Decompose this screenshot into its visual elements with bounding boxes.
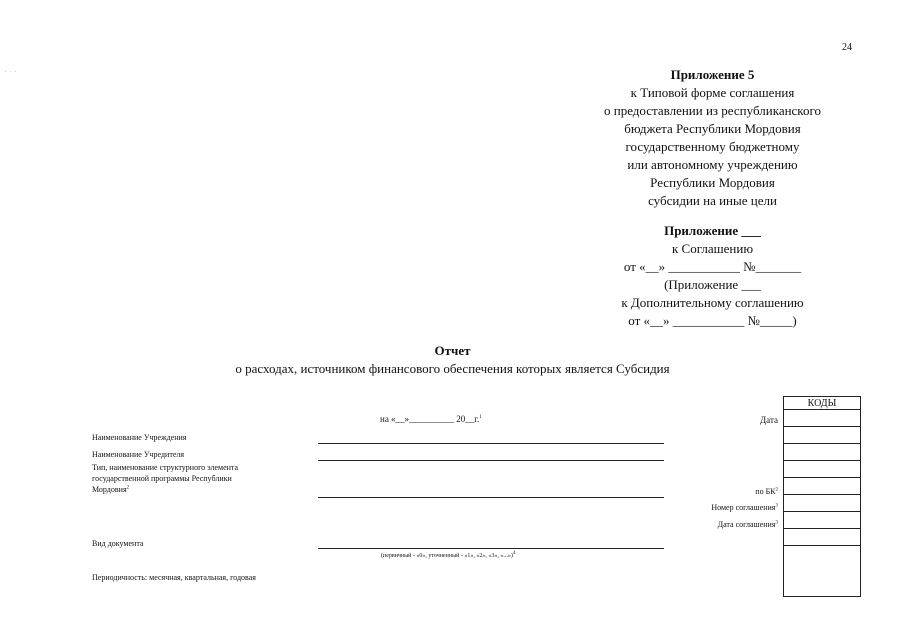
appendix-line: государственному бюджетному	[625, 139, 800, 154]
code-label-date: Дата	[760, 415, 778, 425]
field-label-program-2: государственной программы Республики	[92, 474, 232, 483]
doc-type-hint	[381, 551, 515, 559]
report-date-text: на «__»__________ 20__г.	[380, 414, 480, 424]
code-label-agreement-date	[660, 520, 778, 529]
code-cell-doc-type[interactable]	[784, 529, 861, 546]
periodicity-label: Периодичность: месячная, квартальная, годовая	[92, 573, 256, 582]
report-title: Отчет	[434, 343, 471, 358]
footnote-mark: 2	[775, 487, 778, 493]
appendix-line: Республики Мордовия	[650, 175, 775, 190]
page-number: 24	[842, 42, 852, 53]
field-label-program-1: Тип, наименование структурного элемента	[92, 463, 239, 472]
code-label-bk-text: по БК	[755, 487, 776, 496]
field-label-program-3	[92, 485, 129, 494]
appendix-title: Приложение 5	[670, 67, 755, 82]
footnote-mark: 2	[126, 485, 130, 491]
code-cell-date[interactable]	[784, 410, 861, 427]
report-date-line	[380, 414, 482, 424]
appendix-line: о предоставлении из республиканского	[604, 103, 821, 118]
code-cell-bk[interactable]	[784, 478, 861, 495]
codes-header: КОДЫ	[784, 397, 861, 410]
footnote-mark: 3	[775, 503, 778, 509]
code-cell-institution[interactable]	[784, 427, 861, 444]
field-label-program-3-text: Мордовия	[92, 485, 127, 494]
code-label-bk	[680, 487, 778, 496]
footnote-mark: 3	[775, 520, 778, 526]
appendix-line: к Типовой форме соглашения	[630, 85, 795, 100]
report-subtitle: о расходах, источником финансового обеспечения которых является Субсидия	[235, 361, 670, 376]
sub-appendix-line: от «__» ___________ №_____)	[628, 313, 797, 328]
field-label-doc-type: Вид документа	[92, 539, 144, 548]
footnote-mark: 1	[479, 415, 482, 420]
sub-appendix-line: к Дополнительному соглашению	[621, 295, 804, 310]
code-cell-empty[interactable]	[784, 461, 861, 478]
sub-appendix-title: Приложение ___	[664, 223, 761, 238]
appendix-line: или автономному учреждению	[627, 157, 798, 172]
code-cell-periodicity[interactable]	[784, 546, 861, 597]
sub-appendix-line: (Приложение ___	[664, 277, 761, 292]
field-line-doc-type[interactable]	[318, 548, 664, 549]
code-label-agreement-no	[660, 503, 778, 512]
sub-appendix-header	[585, 222, 840, 330]
sub-appendix-line: к Соглашению	[671, 241, 754, 256]
field-label-founder: Наименование Учредителя	[92, 450, 185, 459]
doc-type-hint-text: (первичный - «0», уточненный - «1», «2», «3», «...»)	[381, 553, 513, 559]
sub-appendix-line: от «__» ___________ №_______	[623, 259, 802, 274]
code-cell-agreement-date[interactable]	[784, 512, 861, 529]
field-line-program[interactable]	[318, 497, 664, 498]
appendix-header	[585, 66, 840, 210]
codes-table	[783, 396, 861, 597]
field-line-institution[interactable]	[318, 443, 664, 444]
code-cell-agreement-no[interactable]	[784, 495, 861, 512]
field-label-institution: Наименование Учреждения	[92, 433, 187, 442]
code-cell-founder[interactable]	[784, 444, 861, 461]
code-label-agreement-no-text: Номер соглашения	[711, 503, 776, 512]
field-line-founder[interactable]	[318, 460, 664, 461]
appendix-line: субсидии на иные цели	[648, 193, 777, 208]
footnote-mark: 4	[512, 551, 516, 556]
appendix-line: бюджета Республики Мордовия	[624, 121, 801, 136]
scan-dots: . . .	[5, 68, 18, 74]
code-label-agreement-date-text: Дата соглашения	[717, 520, 776, 529]
